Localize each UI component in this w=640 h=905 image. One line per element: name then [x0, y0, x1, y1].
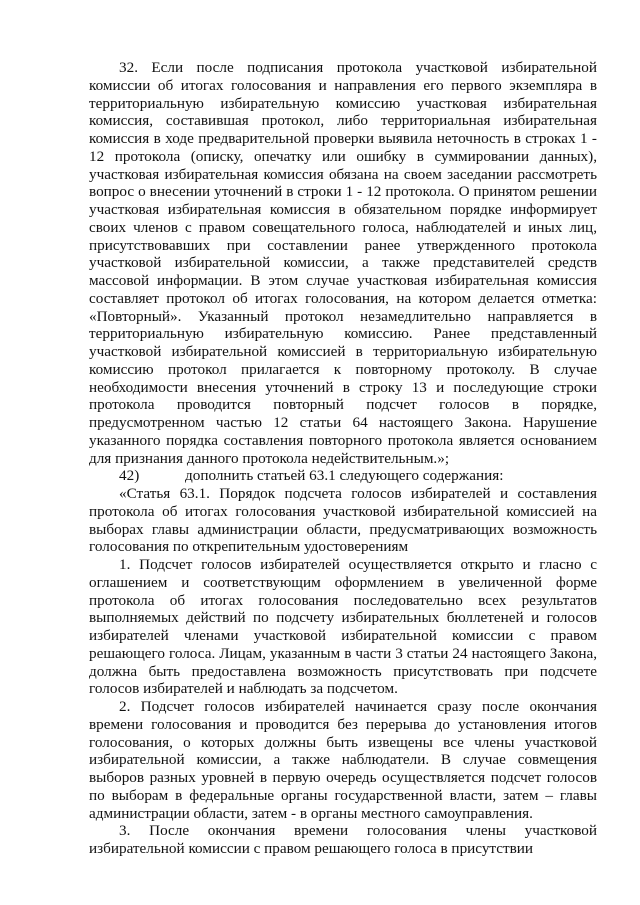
article-paragraph-3: 3. После окончания времени голосования члены участковой избирательной комиссии с правом решающего голоса в присутствии	[89, 822, 597, 857]
article-heading: «Статья 63.1. Порядок подсчета голосов избирателей и составления протокола об итогах голосования участковой избирательной комиссией на выборах главы администрации области, предусматривающих возможность голосования по открепительным удостоверениям	[89, 485, 597, 556]
list-item-42	[89, 467, 597, 485]
article-paragraph-1: 1. Подсчет голосов избирателей осуществляется открыто и гласно с оглашением и соответствующим оформлением в увеличенной форме протокола об итогах голосования последовательно всех результатов выполняемых действий по подсчету избирательных бюллетеней и голосов избирателей членами участковой избирательной комиссии с правом решающего голоса. Лицам, указанным в части 3 статьи 24 настоящего Закона, должна быть предоставлена возможность присутствовать при подсчете голосов избирателей и наблюдать за подсчетом.	[89, 556, 597, 698]
item-text: дополнить статьей 63.1 следующего содержания:	[185, 467, 504, 485]
article-paragraph-2: 2. Подсчет голосов избирателей начинается сразу после окончания времени голосования и проводится без перерыва до установления итогов голосования, о которых должны быть извещены все члены участковой избирательной комиссии, а также наблюдатели. В случае совмещения выборов разных уровней в первую очередь осуществляется подсчет голосов по выборам в федеральные органы государственной власти, затем – главы администрации области, затем - в органы местного самоуправления.	[89, 698, 597, 822]
item-number: 42)	[119, 467, 140, 485]
paragraph-32: 32. Если после подписания протокола участковой избирательной комиссии об итогах голосования и направления его первого экземпляра в территориальную избирательную комиссию участковая избирательная комиссия, составившая протокол, либо территориальная избирательная комиссия в ходе предварительной проверки выявила неточность в строках 1 - 12 протокола (описку, опечатку или ошибку в суммировании данных), участковая избирательная комиссия обязана на своем заседании рассмотреть вопрос о внесении уточнений в строки 1 - 12 протокола. О принятом решении участковая избирательная комиссия в обязательном порядке информирует своих членов с правом совещательного голоса, наблюдателей и иных лиц, присутствовавших при составлении ранее утвержденного протокола участковой избирательной комиссии, а также представителей средств массовой информации. В этом случае участковая избирательная комиссия составляет протокол об итогах голосования, на котором делается отметка: «Повторный». Указанный протокол незамедлительно направляется в территориальную избирательную комиссию. Ранее представленный участковой избирательной комиссией в территориальную избирательную комиссию протокол прилагается к повторному протоколу. В случае необходимости внесения уточнений в строку 13 и последующие строки протокола проводится повторный подсчет голосов в порядке, предусмотренном частью 12 статьи 64 настоящего Закона. Нарушение указанного порядка составления повторного протокола является основанием для признания данного протокола недействительным.»;	[89, 59, 597, 467]
document-body	[89, 59, 597, 858]
